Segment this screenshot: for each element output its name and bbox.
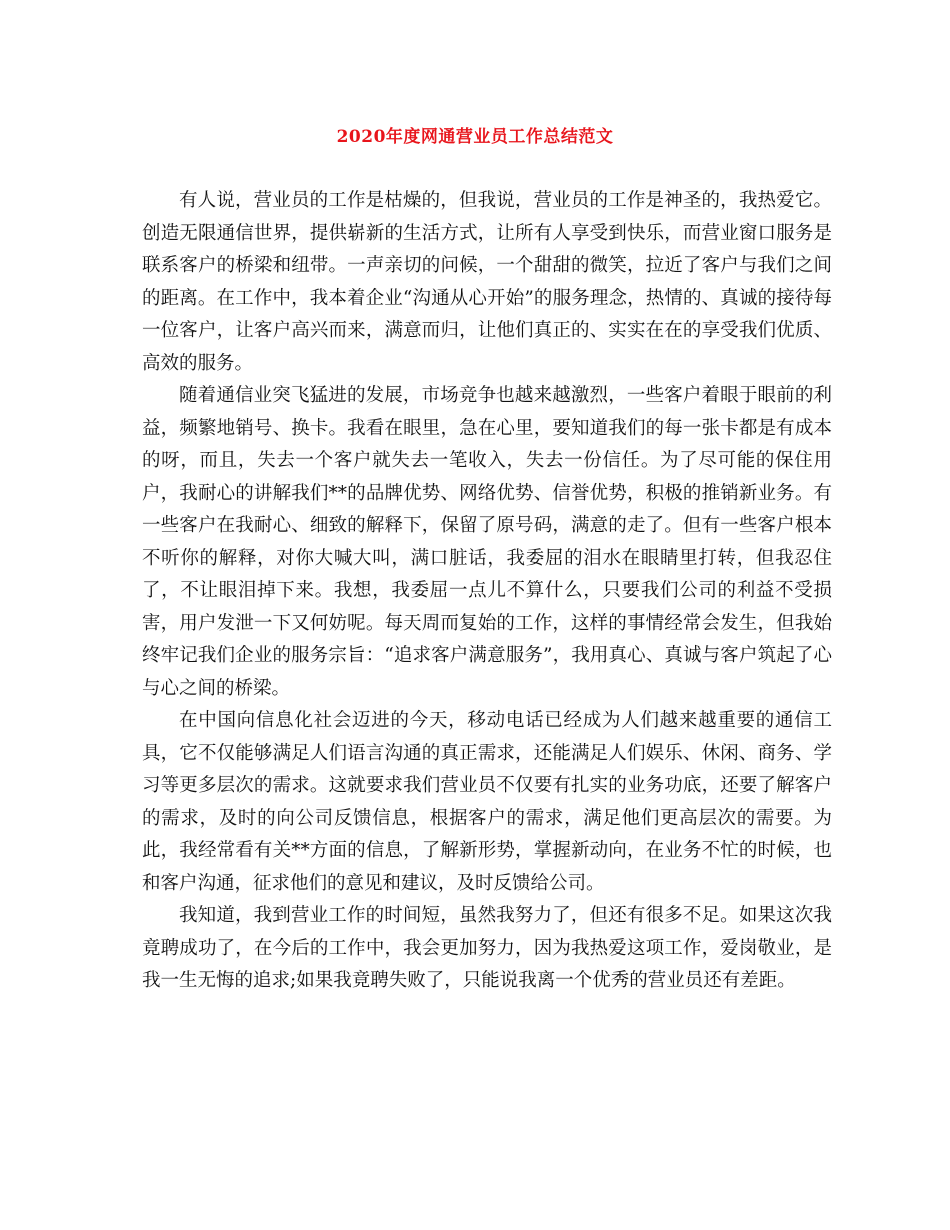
paragraph-1: 有人说，营业员的工作是枯燥的，但我说，营业员的工作是神圣的，我热爱它。创造无限通信世界，提供崭新的生活方式，让所有人享受到快乐，而营业窗口服务是联系客户的桥梁和纽带。一声亲切的问候，一个甜甜的微笑，拉近了客户与我们之间的距离。在工作中，我本着企业“沟通从心开始”的服务理念，热情的、真诚的接待每一位客户，让客户高兴而来，满意而归，让他们真正的、实实在在的享受我们优质、高效的服务。 <box>142 190 832 374</box>
paragraph-2: 随着通信业突飞猛进的发展，市场竞争也越来越激烈，一些客户着眼于眼前的利益，频繁地销号、换卡。我看在眼里，急在心里，要知道我们的每一张卡都是有成本的呀，而且，失去一个客户就失去一笔收入，失去一份信任。为了尽可能的保住用户，我耐心的讲解我们**的品牌优势、网络优势、信誉优势，积极的推销新业务。有一些客户在我耐心、细致的解释下，保留了原号码，满意的走了。但有一些客户根本不听你的解释，对你大喊大叫，满口脏话，我委屈的泪水在眼睛里打转，但我忍住了，不让眼泪掉下来。我想，我委屈一点儿不算什么，只要我们公司的利益不受损害，用户发泄一下又何妨呢。每天周而复始的工作，这样的事情经常会发生，但我始终牢记我们企业的服务宗旨：“追求客户满意服务”，我用真心、真诚与客户筑起了心与心之间的桥梁。 <box>142 385 832 699</box>
document-title: 2020年度网通营业员工作总结范文 <box>336 127 614 147</box>
document-body <box>142 185 832 998</box>
paragraph-3: 在中国向信息化社会迈进的今天，移动电话已经成为人们越来越重要的通信工具，它不仅能够满足人们语言沟通的真正需求，还能满足人们娱乐、休闲、商务、学习等更多层次的需求。这就要求我们营业员不仅要有扎实的业务功底，还要了解客户的需求，及时的向公司反馈信息，根据客户的需求，满足他们更高层次的需要。为此，我经常看有关**方面的信息，了解新形势，掌握新动向，在业务不忙的时候，也和客户沟通，征求他们的意见和建议，及时反馈给公司。 <box>142 710 832 894</box>
paragraph-4: 我知道，我到营业工作的时间短，虽然我努力了，但还有很多不足。如果这次我竟聘成功了，在今后的工作中，我会更加努力，因为我热爱这项工作，爱岗敬业，是我一生无悔的追求;如果我竟聘失败了，只能说我离一个优秀的营业员还有差距。 <box>142 905 832 991</box>
